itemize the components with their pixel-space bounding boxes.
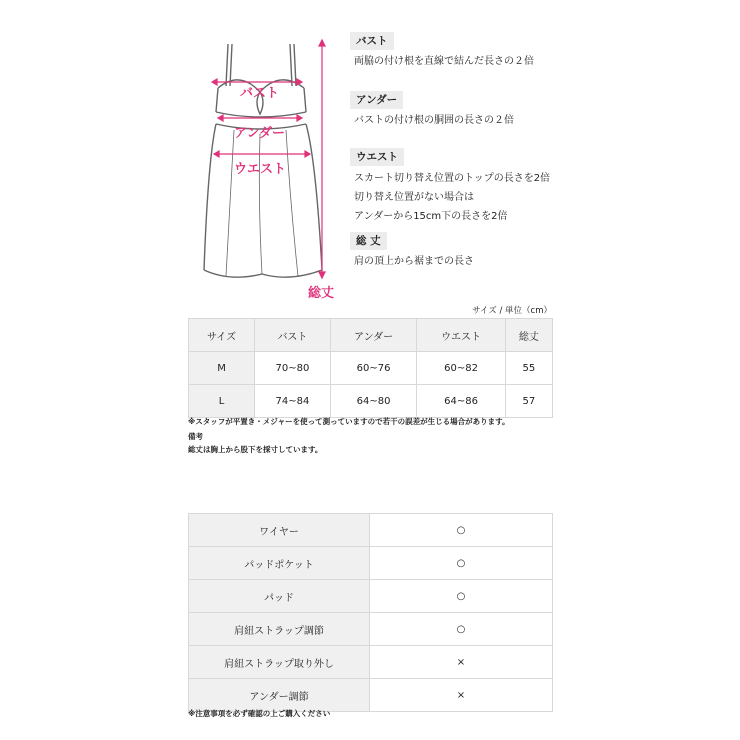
def-text-waist-2: 切り替え位置がない場合は xyxy=(354,192,474,203)
table-cell: L xyxy=(189,385,255,418)
feature-mark: × xyxy=(370,679,553,712)
feature-label: ワイヤー xyxy=(189,514,370,547)
feature-mark: ○ xyxy=(370,547,553,580)
def-text-waist-1: スカート切り替え位置のトップの長さを2倍 xyxy=(354,173,551,184)
col-header: 総丈 xyxy=(505,319,552,352)
remarks-text: 総丈は胸上から股下を採寸しています。 xyxy=(188,445,323,454)
table-row xyxy=(189,679,553,712)
dress-diagram xyxy=(190,30,350,300)
size-table-header xyxy=(189,319,553,352)
feature-table xyxy=(188,513,553,712)
def-title-under: アンダー xyxy=(350,91,403,109)
table-row xyxy=(189,580,553,613)
table-cell: 57 xyxy=(505,385,552,418)
col-header: アンダー xyxy=(330,319,417,352)
feature-label: パッド xyxy=(189,580,370,613)
table-row xyxy=(189,385,553,418)
table-cell: 55 xyxy=(505,352,552,385)
def-text-under: バストの付け根の胴囲の長さの２倍 xyxy=(354,115,514,126)
staff-note: ※スタッフが平置き・メジャーを使って測っていますので若干の誤差が生じる場合があります。 xyxy=(188,417,510,426)
table-cell: M xyxy=(189,352,255,385)
col-header: バスト xyxy=(255,319,331,352)
table-row xyxy=(189,352,553,385)
under-label: アンダー xyxy=(234,126,285,141)
table-row xyxy=(189,547,553,580)
def-title-bust: バスト xyxy=(350,32,394,50)
table-row xyxy=(189,514,553,547)
col-header: ウエスト xyxy=(417,319,505,352)
def-text-bust: 両脇の付け根を直線で結んだ長さの２倍 xyxy=(354,56,534,67)
feature-label: パッドポケット xyxy=(189,547,370,580)
table-cell: 64~86 xyxy=(417,385,505,418)
table-cell: 60~76 xyxy=(330,352,417,385)
feature-label: 肩紐ストラップ調節 xyxy=(189,613,370,646)
table-row xyxy=(189,646,553,679)
size-table xyxy=(188,318,553,418)
unit-note: サイズ / 単位（cm） xyxy=(471,306,552,316)
length-label: 総丈 xyxy=(308,286,335,301)
def-text-length: 肩の頂上から裾までの長さ xyxy=(354,256,474,267)
waist-label: ウエスト xyxy=(234,162,287,177)
table-row xyxy=(189,613,553,646)
feature-mark: ○ xyxy=(370,580,553,613)
table-cell: 64~80 xyxy=(330,385,417,418)
bottom-note: ※注意事項を必ず確認の上ご購入ください xyxy=(188,709,331,718)
def-title-waist: ウエスト xyxy=(350,148,404,166)
feature-label: 肩紐ストラップ取り外し xyxy=(189,646,370,679)
feature-mark: × xyxy=(370,646,553,679)
feature-mark: ○ xyxy=(370,613,553,646)
bust-label: バスト xyxy=(240,86,280,101)
col-header: サイズ xyxy=(189,319,255,352)
feature-label: アンダー調節 xyxy=(189,679,370,712)
remarks-title: 備考 xyxy=(188,432,203,441)
table-cell: 60~82 xyxy=(417,352,505,385)
feature-mark: ○ xyxy=(370,514,553,547)
table-cell: 70~80 xyxy=(255,352,331,385)
table-cell: 74~84 xyxy=(255,385,331,418)
def-title-length: 総 丈 xyxy=(350,232,387,250)
def-text-waist-3: アンダーから15cm下の長さを2倍 xyxy=(354,211,508,222)
